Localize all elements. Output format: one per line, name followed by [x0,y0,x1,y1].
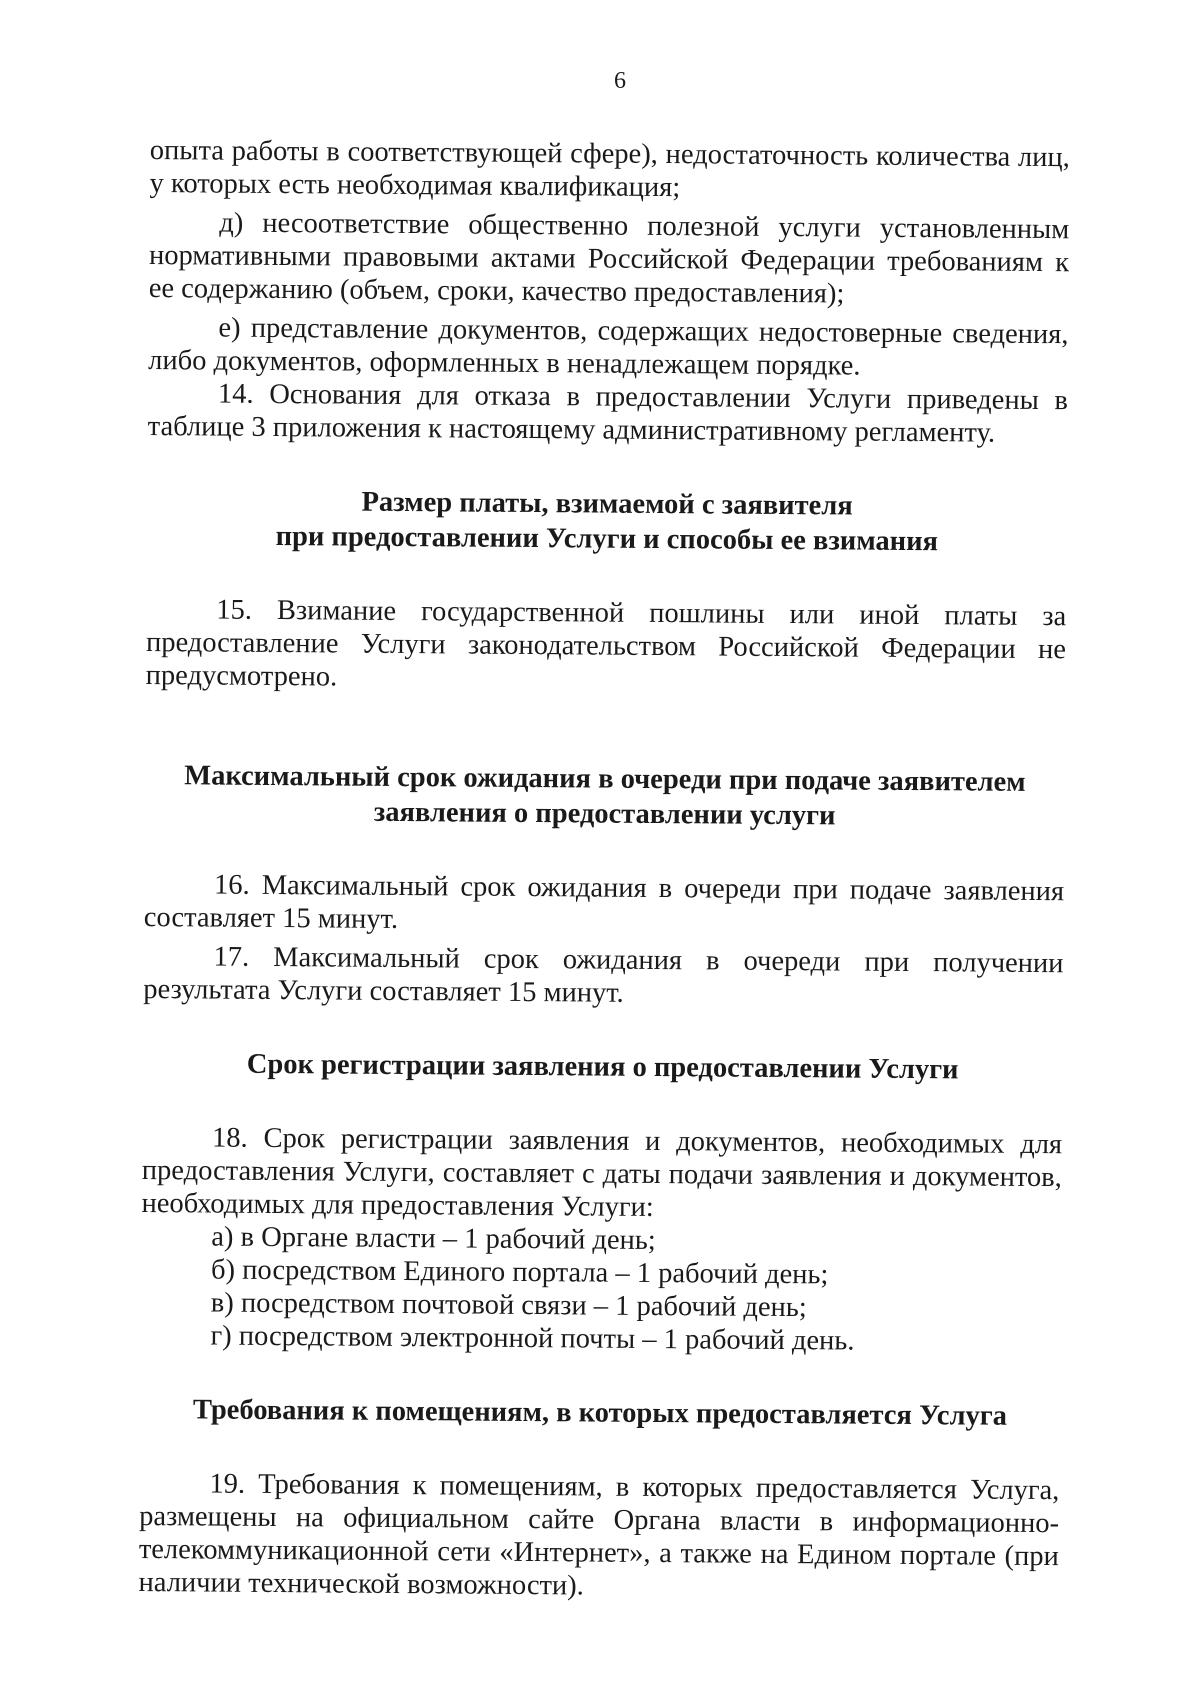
section-heading-registration: Срок регистрации заявления о предоставлении Услуги [246,1048,959,1086]
section-heading-wait-line-1: Максимальный срок ожидания в очереди при подаче заявителем [184,760,1026,798]
paragraph-17: 17. Максимальный срок ожидания в очереди при получении результата Услуги составляет 15 минут. [143,941,1064,1009]
paragraph-18: 18. Срок регистрации заявления и документов, необходимых для предоставления Услуги, составляет с даты подачи заявления и документов, необходимых для предоставления Услуги: [141,1122,1063,1223]
list-item-a: а) в Органе власти – 1 рабочий день; [211,1221,656,1257]
paragraph-15: 15. Взимание государственной пошлины или иной платы за предоставление Услуги законодательством Российской Федерации не предусмотрено. [145,594,1067,693]
list-item-g: г) посредством электронной почты – 1 рабочий день. [210,1320,855,1357]
paragraph-continuation: опыта работы в соответствующей сфере), недостаточность количества лиц, у которых есть необходимая квалификация; [149,134,1070,204]
document-body [138,134,1069,1606]
list-item-b: б) посредством Единого портала – 1 рабочий день; [210,1254,829,1291]
section-heading-wait-line-2: заявления о предоставлении услуги [373,796,836,832]
section-heading-premises: Требования к помещениям, в которых предоставляется Услуга [192,1394,1008,1432]
paragraph-16: 16. Максимальный срок ожидания в очереди при подаче заявления составляет 15 минут. [143,869,1065,935]
paragraph-19: 19. Требования к помещениям, в которых предоставляется Услуга, размещены на официальном сайте Органа власти в информационно-телекоммуникационной сети «Интернет», а также на Едином портале (при наличии технической возможности). [138,1468,1060,1602]
section-heading-fee-line-2: при предоставлении Услуги и способы ее взимания [275,520,939,558]
paragraph-item-d: д) несоответствие общественно полезной услуги установленным нормативными правовыми актами Российской Федерации требованиям к ее содержанию (объем, сроки, качество предоставления); [148,207,1070,310]
paragraph-14: 14. Основания для отказа в предоставлении Услуги приведены в таблице 3 приложения к настоящему административному регламенту. [147,378,1069,449]
list-item-v: в) посредством почтовой связи – 1 рабочий день; [210,1287,807,1324]
page-number: 6 [614,68,626,94]
section-heading-fee-line-1: Размер платы, взимаемой с заявителя [361,486,853,522]
paragraph-item-e: е) представление документов, содержащих недостоверные сведения, либо документов, оформленных в ненадлежащем порядке. [148,312,1069,382]
